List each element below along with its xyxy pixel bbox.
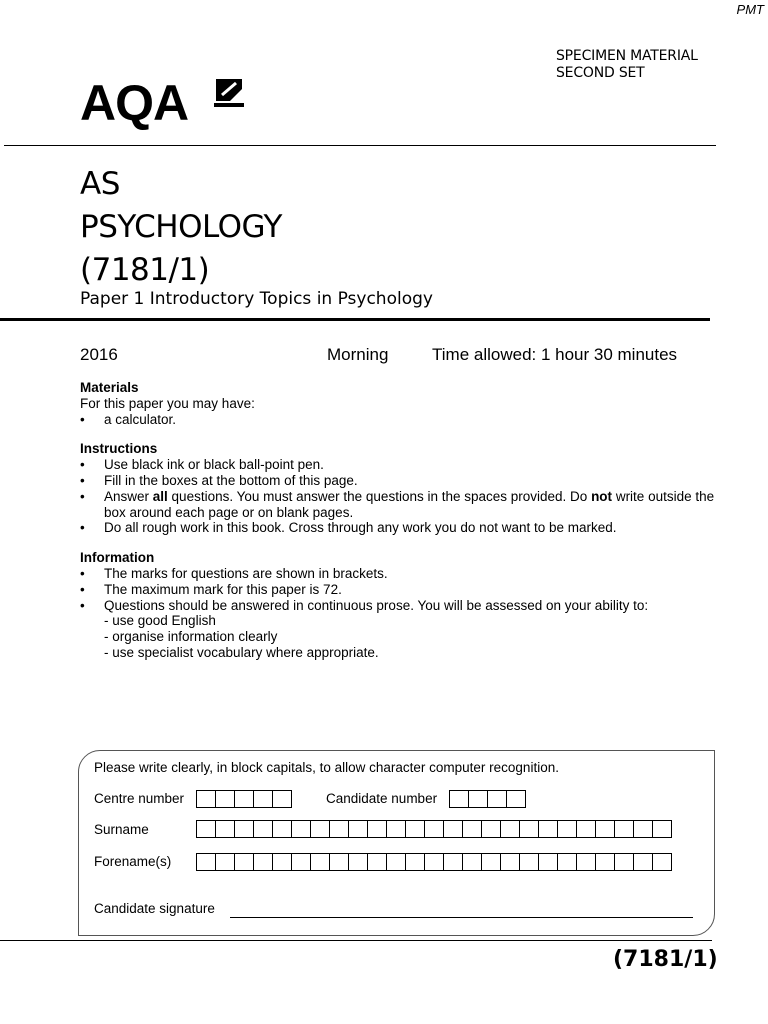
information-item-1: • The marks for questions are shown in brackets. — [80, 566, 720, 582]
subject-name: PSYCHOLOGY — [80, 209, 282, 245]
character-box[interactable] — [424, 853, 444, 871]
character-box[interactable] — [196, 853, 216, 871]
forename-boxes[interactable] — [196, 853, 671, 871]
character-box[interactable] — [519, 820, 539, 838]
specimen-line-1: SPECIMEN MATERIAL — [556, 48, 698, 64]
materials-item: • a calculator. — [80, 412, 720, 428]
character-box[interactable] — [329, 820, 349, 838]
character-box[interactable] — [506, 790, 526, 808]
bottom-divider — [0, 940, 712, 941]
information-item-3: • Questions should be answered in continuous prose. You will be assessed on your ability to: — [80, 598, 720, 614]
character-box[interactable] — [215, 853, 235, 871]
character-box[interactable] — [481, 853, 501, 871]
character-box[interactable] — [424, 820, 444, 838]
instructions-heading: Instructions — [80, 441, 158, 457]
candidate-number-boxes[interactable] — [449, 790, 525, 808]
instruction-item-4: • Do all rough work in this book. Cross through any work you do not want to be marked. — [80, 520, 720, 536]
character-box[interactable] — [519, 853, 539, 871]
surname-boxes[interactable] — [196, 820, 671, 838]
character-box[interactable] — [614, 820, 634, 838]
character-box[interactable] — [234, 820, 254, 838]
character-box[interactable] — [405, 853, 425, 871]
character-box[interactable] — [538, 820, 558, 838]
character-box[interactable] — [595, 820, 615, 838]
character-box[interactable] — [196, 790, 216, 808]
character-box[interactable] — [367, 853, 387, 871]
character-box[interactable] — [633, 820, 653, 838]
form-intro: Please write clearly, in block capitals, to allow character computer recognition. — [94, 760, 559, 775]
aqa-logo — [80, 75, 250, 131]
character-box[interactable] — [310, 820, 330, 838]
instruction-3-part-a: Answer — [104, 488, 153, 504]
character-box[interactable] — [253, 820, 273, 838]
corner-mark: PMT — [736, 2, 764, 17]
exam-session: Morning — [327, 345, 389, 364]
materials-intro: For this paper you may have: — [80, 395, 255, 411]
instructions-list — [80, 457, 720, 536]
instruction-item-1: • Use black ink or black ball-point pen. — [80, 457, 720, 473]
character-box[interactable] — [272, 790, 292, 808]
footer-paper-code: (7181/1) — [613, 947, 718, 972]
character-box[interactable] — [215, 820, 235, 838]
signature-label: Candidate signature — [94, 901, 215, 916]
character-box[interactable] — [253, 790, 273, 808]
character-box[interactable] — [462, 853, 482, 871]
exam-year: 2016 — [80, 345, 118, 364]
character-box[interactable] — [348, 820, 368, 838]
character-box[interactable] — [329, 853, 349, 871]
information-item-2: • The maximum mark for this paper is 72. — [80, 582, 720, 598]
character-box[interactable] — [367, 820, 387, 838]
character-box[interactable] — [500, 853, 520, 871]
information-heading: Information — [80, 550, 155, 566]
character-box[interactable] — [272, 853, 292, 871]
instruction-item-3 — [80, 489, 720, 521]
character-box[interactable] — [253, 853, 273, 871]
thick-divider — [0, 318, 710, 321]
character-box[interactable] — [614, 853, 634, 871]
character-box[interactable] — [481, 820, 501, 838]
information-sub-3: - use specialist vocabulary where appropriate. — [104, 644, 379, 660]
character-box[interactable] — [443, 853, 463, 871]
character-box[interactable] — [386, 853, 406, 871]
character-box[interactable] — [652, 820, 672, 838]
specimen-label — [556, 48, 698, 82]
character-box[interactable] — [468, 790, 488, 808]
logo-mark-icon — [212, 77, 246, 107]
character-box[interactable] — [652, 853, 672, 871]
information-sub-2: - organise information clearly — [104, 629, 278, 645]
instruction-3-part-e: write outside the box around each page or on blank pages. — [104, 488, 715, 520]
instruction-item-2: • Fill in the boxes at the bottom of this page. — [80, 473, 720, 489]
character-box[interactable] — [633, 853, 653, 871]
centre-number-boxes[interactable] — [196, 790, 291, 808]
surname-label: Surname — [94, 822, 149, 837]
character-box[interactable] — [348, 853, 368, 871]
character-box[interactable] — [405, 820, 425, 838]
logo-text: AQA — [80, 75, 189, 131]
character-box[interactable] — [291, 820, 311, 838]
top-divider — [4, 145, 716, 146]
character-box[interactable] — [576, 853, 596, 871]
subject-title — [80, 163, 282, 292]
character-box[interactable] — [557, 853, 577, 871]
character-box[interactable] — [291, 853, 311, 871]
character-box[interactable] — [310, 853, 330, 871]
character-box[interactable] — [234, 790, 254, 808]
centre-number-label: Centre number — [94, 791, 185, 806]
materials-heading: Materials — [80, 380, 139, 395]
materials-list — [80, 412, 720, 428]
time-allowed: Time allowed: 1 hour 30 minutes — [432, 345, 678, 364]
character-box[interactable] — [234, 853, 254, 871]
instruction-3-part-c: questions. You must answer the questions in the spaces provided. Do — [167, 488, 592, 504]
level: AS — [80, 166, 120, 202]
character-box[interactable] — [538, 853, 558, 871]
character-box[interactable] — [215, 790, 235, 808]
candidate-number-label: Candidate number — [326, 791, 438, 806]
forename-label: Forename(s) — [94, 854, 172, 869]
front-cover-instructions — [80, 380, 720, 661]
paper-title: Paper 1 Introductory Topics in Psychology — [80, 289, 433, 309]
emphasis-not: not — [591, 488, 613, 504]
character-box[interactable] — [449, 790, 469, 808]
information-sub-1: - use good English — [104, 613, 216, 629]
character-box[interactable] — [557, 820, 577, 838]
character-box[interactable] — [500, 820, 520, 838]
character-box[interactable] — [272, 820, 292, 838]
character-box[interactable] — [462, 820, 482, 838]
paper-code: (7181/1) — [80, 252, 210, 288]
character-box[interactable] — [487, 790, 507, 808]
emphasis-all: all — [152, 488, 168, 504]
character-box[interactable] — [576, 820, 596, 838]
information-list — [80, 566, 720, 613]
character-box[interactable] — [443, 820, 463, 838]
signature-line[interactable] — [230, 917, 693, 918]
character-box[interactable] — [386, 820, 406, 838]
character-box[interactable] — [196, 820, 216, 838]
specimen-line-2: SECOND SET — [556, 65, 645, 81]
character-box[interactable] — [595, 853, 615, 871]
